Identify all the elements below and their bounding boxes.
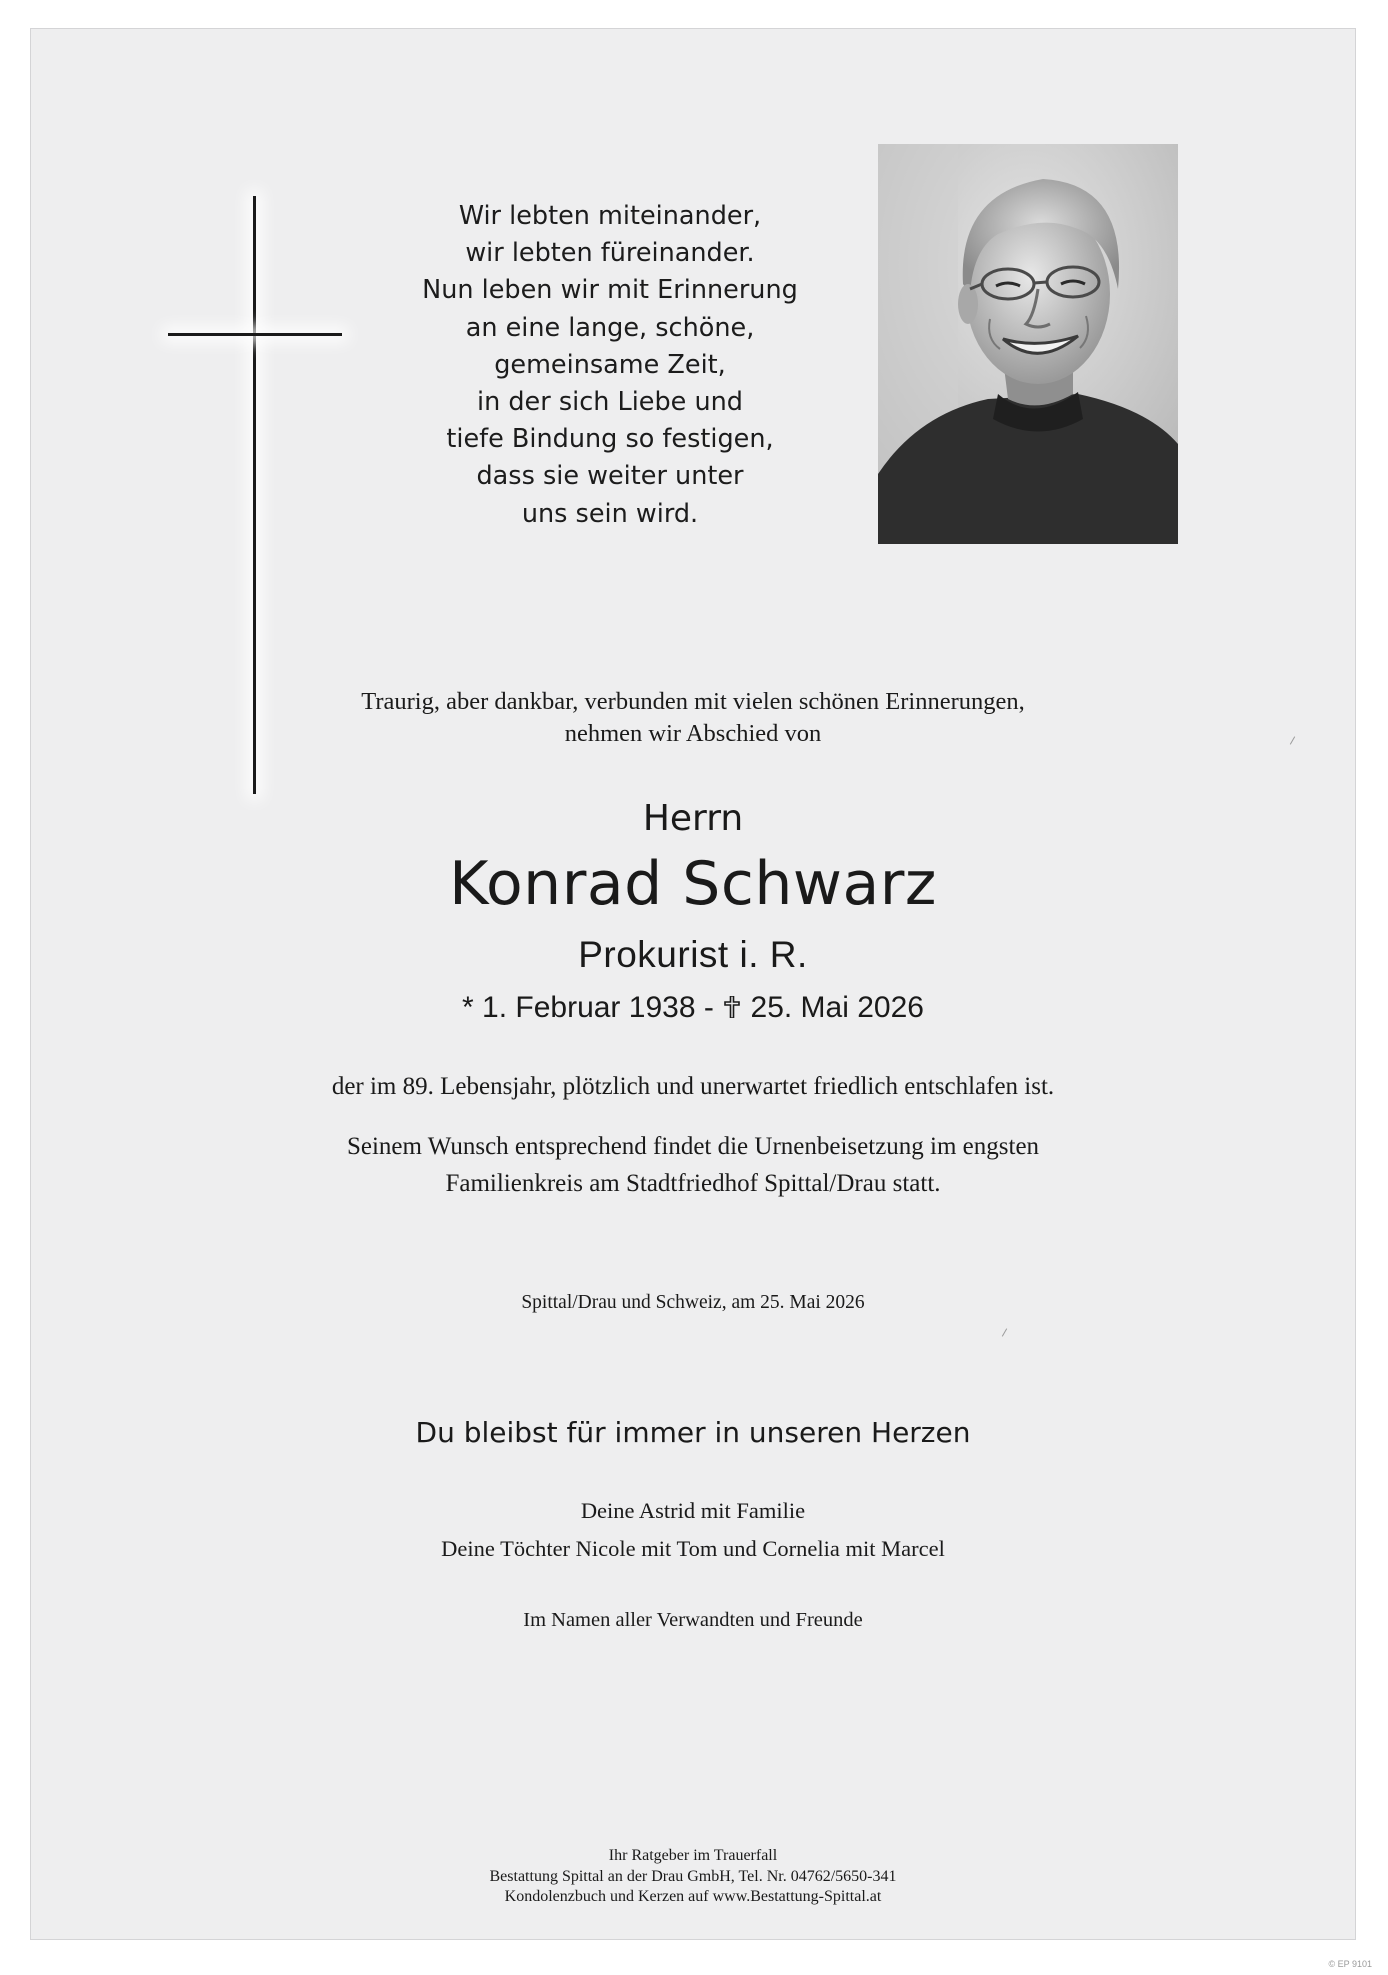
funeral-info: [30, 1128, 1356, 1202]
funeral-line: Familienkreis am Stadtfriedhof Spittal/Drau statt.: [445, 1170, 941, 1197]
family-line: Deine Astrid mit Familie: [580, 1498, 806, 1523]
poem-line: dass sie weiter unter: [476, 461, 744, 492]
poem: [380, 198, 840, 533]
intro-text: [30, 686, 1356, 750]
place-date: Spittal/Drau und Schweiz, am 25. Mai 2026: [521, 1292, 865, 1313]
poem-line: an eine lange, schöne,: [465, 312, 755, 343]
funeral-home-footer: [30, 1846, 1356, 1908]
footer-line: Bestattung Spittal an der Drau GmbH, Tel. Nr. 04762/5650-341: [489, 1867, 897, 1885]
intro-line: Traurig, aber dankbar, verbunden mit vielen schönen Erinnerungen,: [361, 688, 1025, 715]
cross-icon: [724, 996, 740, 1018]
poem-line: Wir lebten miteinander,: [458, 201, 762, 231]
death-date: 25. Mai 2026: [750, 991, 924, 1024]
footer-line: Kondolenzbuch und Kerzen auf www.Bestattung-Spittal.at: [504, 1888, 882, 1905]
salutation: Herrn: [642, 798, 744, 839]
print-code: © EP 9101: [1328, 1959, 1372, 1969]
family-line: Deine Töchter Nicole mit Tom und Cornelia mit Marcel: [441, 1536, 945, 1561]
footer-line: Ihr Ratgeber im Trauerfall: [608, 1847, 778, 1864]
deceased-name: Konrad Schwarz: [449, 849, 937, 919]
life-dates: [30, 988, 1356, 1028]
motto: Du bleibst für immer in unseren Herzen: [415, 1416, 971, 1449]
portrait-photo: [878, 144, 1178, 544]
intro-line: nehmen wir Abschied von: [564, 720, 822, 747]
poem-line: uns sein wird.: [521, 498, 699, 529]
deceased-title: Prokurist i. R.: [578, 934, 808, 975]
family-list: [30, 1492, 1356, 1568]
poem-line: in der sich Liebe und: [477, 387, 743, 418]
poem-line: wir lebten füreinander.: [465, 238, 755, 269]
poem-line: gemeinsame Zeit,: [494, 349, 726, 380]
age-text: der im 89. Lebensjahr, plötzlich und unerwartet friedlich entschlafen ist.: [331, 1073, 1055, 1100]
portrait-photo-drawing: [878, 144, 1178, 544]
poem-line: tiefe Bindung so festigen,: [446, 424, 774, 455]
poem-line: Nun leben wir mit Erinnerung: [422, 275, 798, 306]
funeral-line: Seinem Wunsch entsprechend findet die Urnenbeisetzung im engsten: [346, 1133, 1040, 1160]
birth-date: * 1. Februar 1938 -: [462, 991, 714, 1024]
relatives-text: Im Namen aller Verwandten und Freunde: [523, 1609, 863, 1631]
cross-horizontal-beam: [168, 333, 342, 336]
